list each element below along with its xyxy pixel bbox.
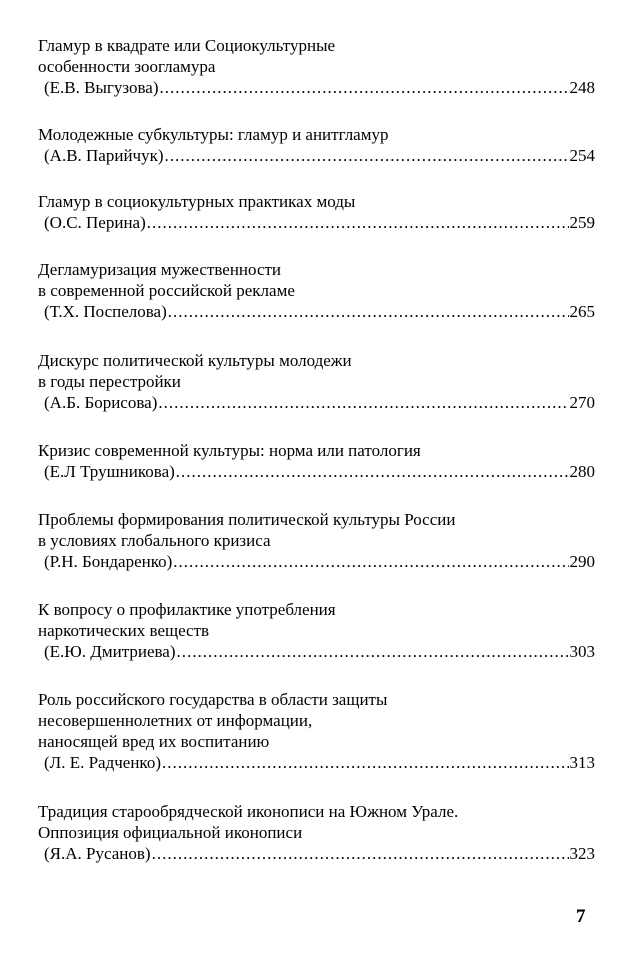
entry-author: (Р.Н. Бондаренко): [44, 552, 173, 571]
entry-author-row: [38, 212, 595, 233]
entry-author: (О.С. Перина): [44, 213, 146, 232]
entry-author-row: [38, 392, 595, 413]
entry-page-number: 323: [569, 844, 595, 863]
entry-author: (Л. Е. Радченко): [44, 753, 161, 772]
entry-page-number: 259: [569, 213, 595, 232]
page-number: 7: [576, 906, 586, 927]
entry-page-number: 265: [569, 302, 595, 321]
entry-author-row: [38, 843, 595, 864]
entry-author-row: [38, 77, 595, 98]
entry-author-row: [38, 641, 595, 662]
entry-author-row: [38, 461, 595, 482]
entry-page-number: 254: [569, 146, 595, 165]
entry-title-line: наносящей вред их воспитанию: [38, 732, 270, 751]
entry-author-row: [38, 752, 595, 773]
entry-page-number: 303: [569, 642, 595, 661]
entry-page-number: 280: [569, 462, 595, 481]
entry-author: (Т.Х. Поспелова): [44, 302, 167, 321]
entry-title-line: Кризис современной культуры: норма или патология: [38, 441, 421, 460]
toc-entry[interactable]: [38, 191, 595, 233]
entry-title-line: Роль российского государства в области защиты: [38, 690, 388, 709]
toc-entry[interactable]: [38, 801, 595, 864]
dot-leader: [165, 145, 569, 166]
entry-author: (А.В. Парийчук): [44, 146, 164, 165]
entry-author-row: [38, 301, 595, 322]
entry-title-line: особенности зоогламура: [38, 57, 216, 76]
entry-title-line: Проблемы формирования политической культуры России: [38, 510, 456, 529]
toc-entry[interactable]: [38, 259, 595, 322]
dot-leader: [162, 752, 569, 773]
entry-page-number: 313: [569, 753, 595, 772]
entry-author-row: [38, 551, 595, 572]
toc-entry[interactable]: [38, 440, 595, 482]
entry-title-line: Молодежные субкультуры: гламур и анитгламур: [38, 125, 389, 144]
dot-leader: [173, 551, 568, 572]
dot-leader: [176, 461, 569, 482]
toc-entry[interactable]: [38, 35, 595, 98]
entry-title-line: Дегламуризация мужественности: [38, 260, 282, 279]
dot-leader: [147, 212, 569, 233]
entry-title-line: Дискурс политической культуры молодежи: [38, 351, 352, 370]
entry-title-line: Оппозиция официальной иконописи: [38, 823, 303, 842]
entry-page-number: 248: [569, 78, 595, 97]
entry-author: (Е.В. Выгузова): [44, 78, 159, 97]
entry-page-number: 290: [569, 552, 595, 571]
entry-title-line: в условиях глобального кризиса: [38, 531, 271, 550]
dot-leader: [168, 301, 569, 322]
entry-author-row: [38, 145, 595, 166]
entry-title-line: в современной российской рекламе: [38, 281, 295, 300]
dot-leader: [160, 77, 569, 98]
dot-leader: [152, 843, 569, 864]
entry-title-line: Гламур в квадрате или Социокультурные: [38, 36, 336, 55]
entry-author: (А.Б. Борисова): [44, 393, 158, 412]
toc-entry[interactable]: [38, 689, 595, 773]
entry-title-line: несовершеннолетних от информации,: [38, 711, 313, 730]
entry-author: (Е.Ю. Дмитриева): [44, 642, 176, 661]
entry-author: (Е.Л Трушникова): [44, 462, 175, 481]
entry-page-number: 270: [569, 393, 595, 412]
toc-entry[interactable]: [38, 124, 595, 166]
toc-entry[interactable]: [38, 350, 595, 413]
toc-entry[interactable]: [38, 509, 595, 572]
entry-title-line: К вопросу о профилактике употребления: [38, 600, 336, 619]
dot-leader: [177, 641, 569, 662]
toc-entry[interactable]: [38, 599, 595, 662]
dot-leader: [158, 392, 568, 413]
entry-title-line: наркотических веществ: [38, 621, 210, 640]
entry-title-line: Гламур в социокультурных практиках моды: [38, 192, 356, 211]
entry-author: (Я.А. Русанов): [44, 844, 151, 863]
entry-title-line: Традиция старообрядческой иконописи на Южном Урале.: [38, 802, 459, 821]
entry-title-line: в годы перестройки: [38, 372, 181, 391]
